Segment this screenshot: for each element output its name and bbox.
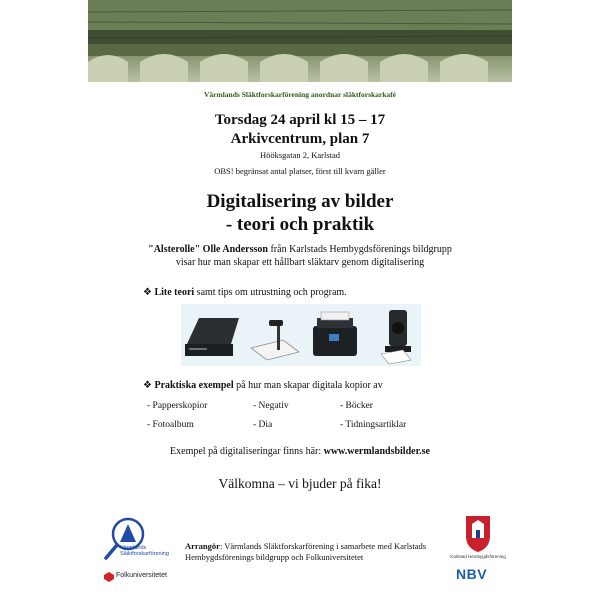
presenter-line2: visar hur man skapar ett hållbart släktarv genom digitalisering [175, 257, 425, 268]
film-scanner-icon [381, 310, 411, 364]
event-place: Arkivcentrum, plan 7 [230, 131, 370, 147]
presenter-name: "Alsterolle" Olle Andersson [148, 244, 268, 255]
equipment-image [181, 304, 421, 366]
diamond-bullet-icon: ❖ [143, 380, 152, 391]
folkuniversitetet-logo [104, 571, 194, 583]
bullet-practice-bold: Praktiska exempel [154, 380, 234, 391]
title-line-2: - teori och praktik [225, 214, 375, 235]
welcome-text: Välkomna – vi bjuder på fika! [218, 476, 382, 491]
bullet-theory-bold: Lite teori [154, 287, 195, 298]
bullet-theory [143, 287, 347, 298]
event-address: Hööksgatan 2, Karlstad [259, 150, 341, 160]
presenter-text [60, 243, 540, 269]
banner-image [88, 0, 512, 82]
photo-scanner-icon [313, 312, 357, 356]
examples-line [60, 446, 540, 457]
copy-type-fotoalbum: - Fotoalbum [147, 420, 194, 430]
arranger-text [185, 541, 435, 563]
vsf-logo-line2: Släktforskarförening [120, 551, 169, 557]
folkuniversitetet-label: Folkuniversitetet [116, 572, 167, 579]
examples-prefix: Exempel på digitaliseringar finns här: [170, 446, 324, 457]
copy-type-papperskopior: - Papperskopior [147, 401, 208, 411]
flatbed-scanner-icon [185, 318, 239, 356]
arranger-label: Arrangör [185, 541, 220, 551]
organizer-line: Värmlands Släktforskarförening anordnar släktforskarkafé [203, 90, 397, 99]
event-notice: OBS! begränsat antal platser, först till kvarn gäller [214, 166, 386, 176]
copy-type-tidningsartiklar: - Tidningsartiklar [340, 420, 407, 430]
document-camera-icon [251, 320, 299, 360]
karlstad-logo-label: Karlstad Hembygdsförening [450, 554, 506, 559]
copy-type-negativ: - Negativ [253, 401, 289, 411]
diamond-bullet-icon: ❖ [143, 287, 152, 298]
title-line-1: Digitalisering av bilder [206, 191, 394, 212]
karlstad-hembygdsforening-logo [448, 514, 508, 562]
vsf-logo-line1: Värmlands [120, 545, 147, 551]
bullet-theory-rest: samt tips om utrustning och program. [194, 287, 347, 298]
bullet-practice-rest: på hur man skapar digitala kopior av [233, 380, 383, 391]
event-date-time: Torsdag 24 april kl 15 – 17 [214, 112, 386, 128]
arranger-body: : Värmlands Släktforskarförening i samarbete med Karlstads Hembygdsförenings bildgrupp och Folkuniversitetet [185, 541, 427, 562]
presenter-line1-rest: från Karlstads Hembygdsförenings bildgrupp [267, 244, 452, 255]
copy-type-bocker: - Böcker [340, 401, 373, 411]
vsf-logo [100, 512, 170, 562]
nbv-logo: NBV [456, 566, 488, 582]
bullet-practice [143, 380, 383, 391]
examples-link[interactable]: www.wermlandsbilder.se [323, 446, 430, 457]
copy-type-dia: - Dia [253, 420, 273, 430]
